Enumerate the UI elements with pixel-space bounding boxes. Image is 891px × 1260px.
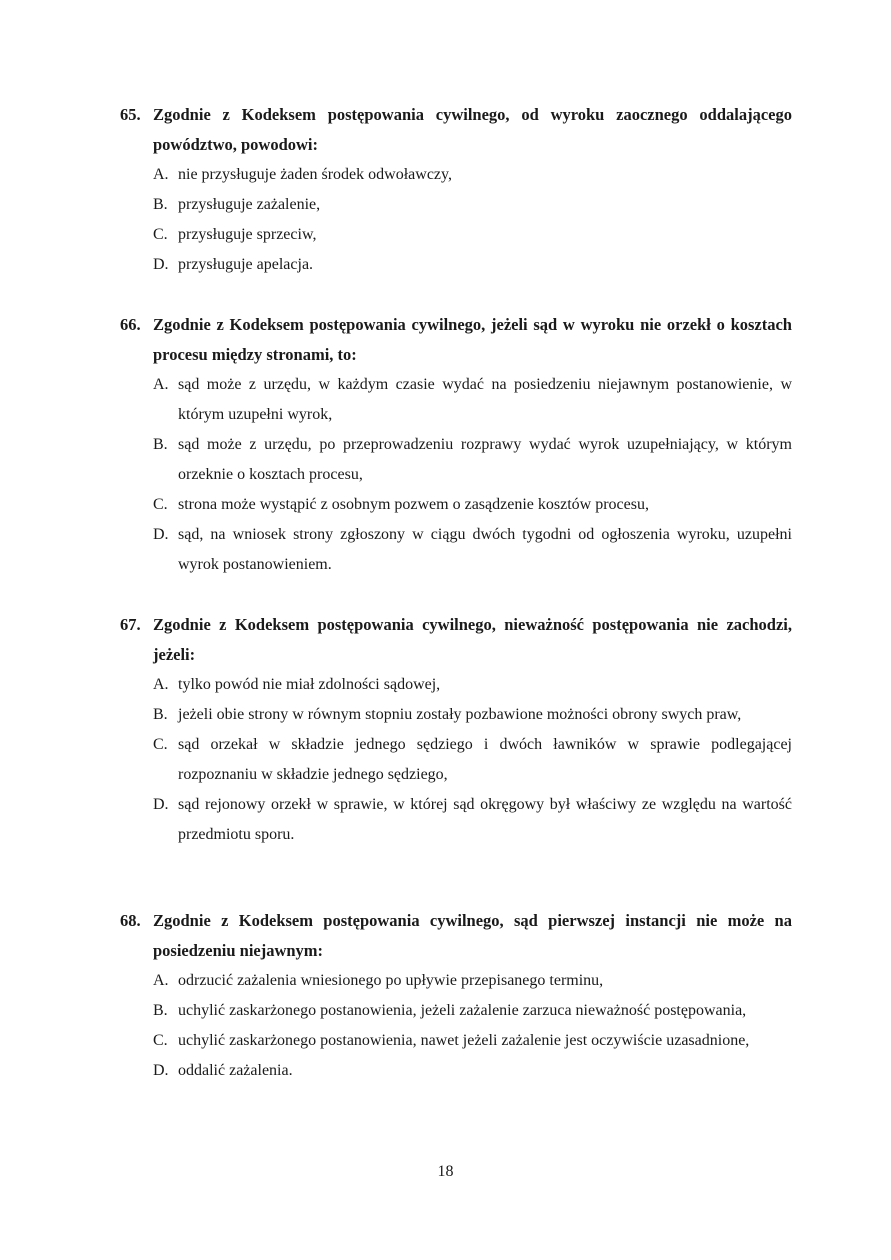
question-heading bbox=[120, 310, 792, 370]
option-letter: A. bbox=[153, 376, 169, 393]
option-letter: D. bbox=[153, 256, 169, 273]
option-text: uchylić zaskarżonego postanowienia, jeżeli zażalenie zarzuca nieważność postępowania, bbox=[178, 1002, 747, 1019]
question-text: Zgodnie z Kodeksem postępowania cywilnego, nieważność postępowania nie zachodzi, jeżeli: bbox=[153, 615, 792, 664]
option-letter: C. bbox=[153, 496, 168, 513]
question-number: 68. bbox=[120, 911, 141, 930]
answer-option-b bbox=[153, 996, 792, 1026]
question-text: Zgodnie z Kodeksem postępowania cywilnego, jeżeli sąd w wyroku nie orzekł o kosztach procesu między stronami, to: bbox=[153, 315, 792, 364]
option-text: sąd orzekał w składzie jednego sędziego i dwóch ławników w sprawie podlegającej rozpoznaniu w składzie jednego sędziego, bbox=[178, 736, 792, 783]
answer-options bbox=[153, 670, 792, 850]
option-letter: C. bbox=[153, 1032, 168, 1049]
option-letter: A. bbox=[153, 972, 169, 989]
answer-option-b bbox=[153, 700, 792, 730]
answer-option-b bbox=[153, 430, 792, 490]
answer-option-a bbox=[153, 370, 792, 430]
answer-option-b bbox=[153, 190, 792, 220]
option-letter: B. bbox=[153, 436, 168, 453]
question-67 bbox=[120, 610, 792, 850]
option-text: jeżeli obie strony w równym stopniu zostały pozbawione możności obrony swych praw, bbox=[178, 706, 742, 723]
option-letter: B. bbox=[153, 1002, 168, 1019]
option-letter: A. bbox=[153, 676, 169, 693]
question-number: 66. bbox=[120, 315, 141, 334]
option-letter: B. bbox=[153, 706, 168, 723]
answer-option-a bbox=[153, 670, 792, 700]
answer-options bbox=[153, 370, 792, 580]
option-text: sąd może z urzędu, po przeprowadzeniu rozprawy wydać wyrok uzupełniający, w którym orzeknie o kosztach procesu, bbox=[178, 436, 792, 483]
question-heading bbox=[120, 610, 792, 670]
answer-option-d bbox=[153, 790, 792, 850]
answer-option-c bbox=[153, 730, 792, 790]
answer-option-c bbox=[153, 1026, 792, 1056]
option-text: sąd może z urzędu, w każdym czasie wydać na posiedzeniu niejawnym postanowienie, w którym uzupełni wyrok, bbox=[178, 376, 792, 423]
answer-option-c bbox=[153, 490, 792, 520]
page-number: 18 bbox=[437, 1163, 454, 1180]
option-text: strona może wystąpić z osobnym pozwem o zasądzenie kosztów procesu, bbox=[178, 496, 649, 513]
option-text: sąd, na wniosek strony zgłoszony w ciągu dwóch tygodni od ogłoszenia wyroku, uzupełni wyrok postanowieniem. bbox=[178, 526, 792, 573]
answer-options bbox=[153, 966, 792, 1086]
question-number: 67. bbox=[120, 615, 141, 634]
option-letter: A. bbox=[153, 166, 169, 183]
option-text: nie przysługuje żaden środek odwoławczy, bbox=[178, 166, 452, 183]
option-text: oddalić zażalenia. bbox=[178, 1062, 293, 1079]
question-65 bbox=[120, 100, 792, 280]
option-text: przysługuje zażalenie, bbox=[178, 196, 321, 213]
option-text: przysługuje apelacja. bbox=[178, 256, 314, 273]
question-text: Zgodnie z Kodeksem postępowania cywilnego, sąd pierwszej instancji nie może na posiedzeniu niejawnym: bbox=[153, 911, 792, 960]
answer-option-c bbox=[153, 220, 792, 250]
question-66 bbox=[120, 310, 792, 580]
option-letter: C. bbox=[153, 736, 168, 753]
answer-option-d bbox=[153, 1056, 792, 1086]
answer-option-a bbox=[153, 160, 792, 190]
answer-options bbox=[153, 160, 792, 280]
option-text: przysługuje sprzeciw, bbox=[178, 226, 317, 243]
option-text: odrzucić zażalenia wniesionego po upływie przepisanego terminu, bbox=[178, 972, 604, 989]
question-text: Zgodnie z Kodeksem postępowania cywilnego, od wyroku zaocznego oddalającego powództwo, powodowi: bbox=[153, 105, 792, 154]
question-number: 65. bbox=[120, 105, 141, 124]
option-letter: C. bbox=[153, 226, 168, 243]
question-68 bbox=[120, 906, 792, 1086]
answer-option-d bbox=[153, 250, 792, 280]
option-text: tylko powód nie miał zdolności sądowej, bbox=[178, 676, 441, 693]
option-letter: D. bbox=[153, 1062, 169, 1079]
option-text: uchylić zaskarżonego postanowienia, nawet jeżeli zażalenie jest oczywiście uzasadnione, bbox=[178, 1032, 750, 1049]
option-letter: D. bbox=[153, 796, 169, 813]
question-heading bbox=[120, 906, 792, 966]
option-text: sąd rejonowy orzekł w sprawie, w której sąd okręgowy był właściwy ze względu na wartość przedmiotu sporu. bbox=[178, 796, 792, 843]
question-heading bbox=[120, 100, 792, 160]
answer-option-a bbox=[153, 966, 792, 996]
answer-option-d bbox=[153, 520, 792, 580]
option-letter: D. bbox=[153, 526, 169, 543]
option-letter: B. bbox=[153, 196, 168, 213]
